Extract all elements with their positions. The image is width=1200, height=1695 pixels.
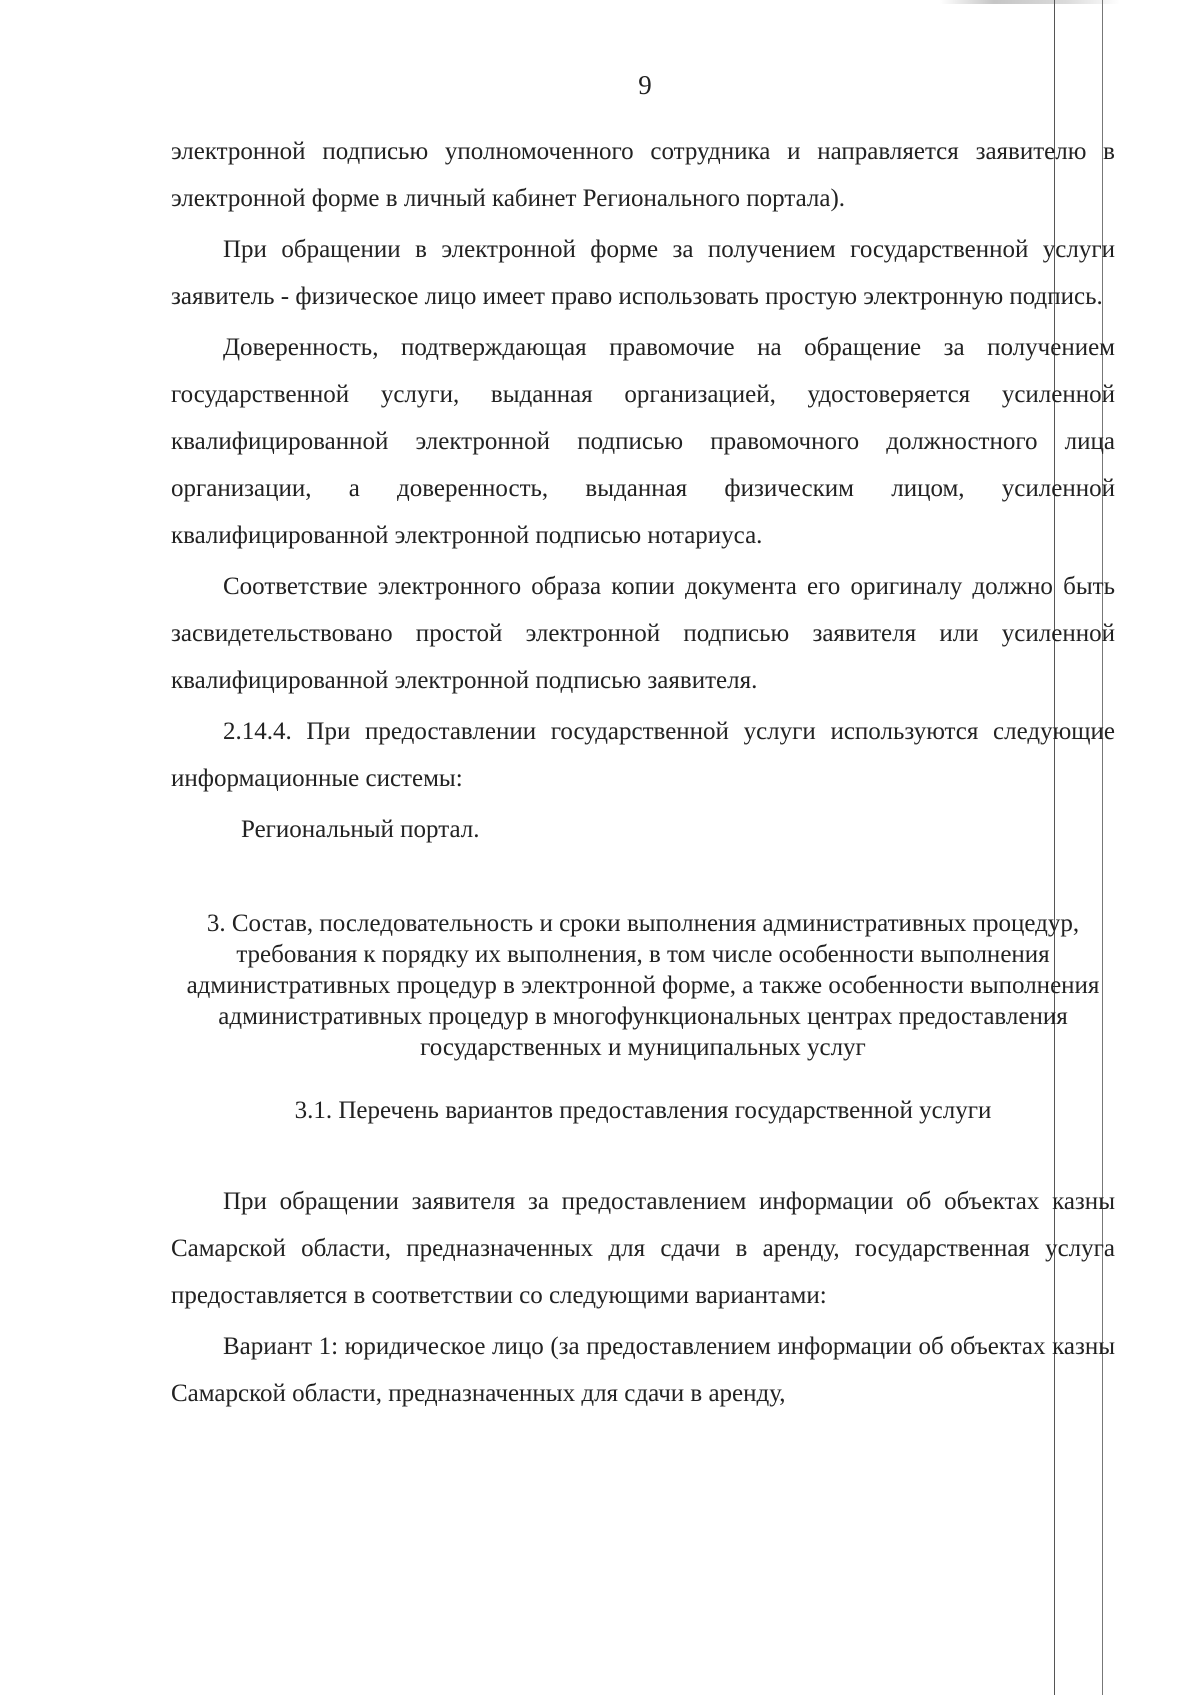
paragraph-document-copy: Соответствие электронного образа копии документа его оригиналу должно быть засвидетельствовано простой электронной подписью заявителя или усиленной квалифицированной электронной подписью заявителя. — [171, 573, 1115, 694]
page-number: 9 — [638, 70, 652, 100]
paragraph-regional-portal: Региональный портал. — [241, 816, 480, 843]
paragraph-simple-signature: При обращении в электронной форме за получением государственной услуги заявитель - физическое лицо имеет право использовать простую электронную подпись. — [171, 236, 1115, 310]
scan-stamp-mark — [940, 0, 1120, 4]
subsection-heading: 3.1. Перечень вариантов предоставления государственной услуги — [294, 1097, 992, 1124]
paragraph-information-systems: 2.14.4. При предоставлении государственной услуги используются следующие информационные системы: — [171, 718, 1115, 792]
paragraph-continuation: электронной подписью уполномоченного сотрудника и направляется заявителю в электронной форме в личный кабинет Регионального портала). — [171, 138, 1115, 212]
paragraph-variants-intro: При обращении заявителя за предоставлением информации об объектах казны Самарской области, предназначенных для сдачи в аренду, государственная услуга предоставляется в соответствии со следующими вариантами: — [171, 1188, 1115, 1309]
section-heading: 3. Состав, последовательность и сроки выполнения административных процедур, требования к порядку их выполнения, в том числе особенности выполнения административных процедур в электронной форме, а также особенности выполнения административных процедур в многофункциональных центрах предоставления государственных и муниципальных услуг — [186, 910, 1100, 1061]
paragraph-variant-1: Вариант 1: юридическое лицо (за предоставлением информации об объектах казны Самарской области, предназначенных для сдачи в аренду, — [171, 1333, 1115, 1407]
paragraph-power-of-attorney: Доверенность, подтверждающая правомочие на обращение за получением государственной услуги, выданная организацией, удостоверяется усиленной квалифицированной электронной подписью правомочного должностного лица организации, а доверенность, выданная физическим лицом, усиленной квалифицированной электронной подписью нотариуса. — [171, 334, 1115, 549]
document-body — [171, 128, 1115, 1421]
